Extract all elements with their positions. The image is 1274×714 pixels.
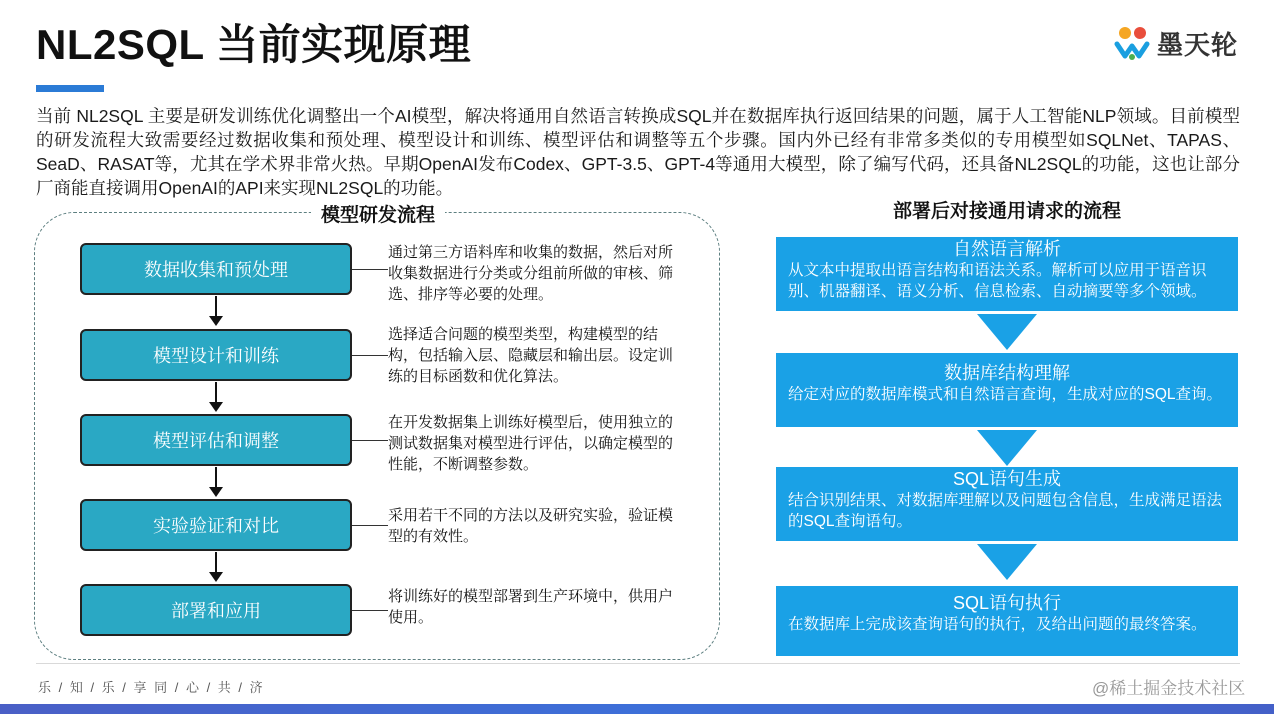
- dev-step-2: 模型设计和训练: [80, 329, 352, 381]
- brand-name: 墨天轮: [1157, 29, 1239, 60]
- request-step-3: [776, 467, 1238, 541]
- request-step-4-body: 在数据库上完成该查询语句的执行，及给出问题的最终答案。: [788, 616, 1207, 633]
- footer-watermark: @稀土掘金技术社区: [1092, 679, 1246, 698]
- request-step-2: [776, 353, 1238, 427]
- request-step-3-body: 结合识别结果、对数据库理解以及问题包含信息，生成满足语法的SQL查询语句。: [788, 492, 1223, 530]
- title-underline: [36, 85, 104, 92]
- flow-arrow-icon: [977, 314, 1037, 350]
- flow-arrow-icon: [977, 544, 1037, 580]
- dev-step-5-desc: 将训练好的模型部署到生产环境中，供用户使用。: [388, 588, 674, 626]
- flow-arrow-icon: [977, 430, 1037, 466]
- dev-step-4: 实验验证和对比: [80, 499, 352, 551]
- dev-step-1-desc: 通过第三方语料库和收集的数据，然后对所收集数据进行分类或分组前所做的审核、筛选、排序等必要的处理。: [388, 244, 674, 303]
- dev-step-4-desc: 采用若干不同的方法以及研究实验，验证模型的有效性。: [388, 507, 674, 545]
- dev-step-3-desc: 在开发数据集上训练好模型后，使用独立的测试数据集对模型进行评估，以确定模型的性能，不断调整参数。: [388, 414, 674, 473]
- dev-connector: [352, 269, 388, 270]
- request-step-1-head: 自然语言解析: [953, 239, 1061, 259]
- request-step-3-head: SQL语句生成: [952, 469, 1062, 489]
- mtl-logo-icon: [1113, 24, 1151, 62]
- request-flow-title: 部署后对接通用请求的流程: [892, 201, 1121, 222]
- request-step-1-body: 从文本中提取出语言结构和语法关系。解析可以应用于语音识别、机器翻译、语义分析、信息检索、自动摘要等多个领域。: [788, 262, 1207, 300]
- request-step-4-head: SQL语句执行: [952, 593, 1062, 613]
- request-step-4: [776, 586, 1238, 656]
- request-step-2-body: 给定对应的数据库模式和自然语言查询，生成对应的SQL查询。: [788, 386, 1223, 403]
- footer-divider: [36, 663, 1240, 664]
- dev-step-2-desc: 选择适合问题的模型类型，构建模型的结构，包括输入层、隐藏层和输出层。设定训练的目标函数和优化算法。: [388, 326, 674, 385]
- dev-connector: [352, 610, 388, 611]
- brand-logo: [1113, 24, 1238, 62]
- page-title: NL2SQL 当前实现原理: [36, 21, 472, 68]
- dev-step-1: 数据收集和预处理: [80, 243, 352, 295]
- dev-flow-title: 模型研发流程: [0, 200, 756, 227]
- bottom-accent-bar: [0, 704, 1274, 714]
- footer-slogan: 乐 / 知 / 乐 / 享 同 / 心 / 共 / 济: [38, 680, 265, 695]
- dev-connector: [352, 525, 388, 526]
- dev-step-3: 模型评估和调整: [80, 414, 352, 466]
- request-step-1: [776, 237, 1238, 311]
- intro-paragraph: 当前 NL2SQL 主要是研发训练优化调整出一个AI模型，解决将通用自然语言转换成SQL并在数据库执行返回结果的问题，属于人工智能NLP领域。目前模型的研发流程大致需要经过数据收集和预处理、模型设计和训练、模型评估和调整等五个步骤。国内外已经有非常多类似的专用模型如SQLNet、TAPAS、SeaD、RASAT等，尤其在学术界非常火热。早期OpenAI发布Codex、GPT-3.5、GPT-4等通用大模型，除了编写代码，还具备NL2SQL的功能，这也让部分厂商能直接调用OpenAI的API来实现NL2SQL的功能。: [36, 106, 1240, 198]
- dev-connector: [352, 355, 388, 356]
- request-step-2-head: 数据库结构理解: [944, 363, 1070, 383]
- dev-step-5: 部署和应用: [80, 584, 352, 636]
- dev-connector: [352, 440, 388, 441]
